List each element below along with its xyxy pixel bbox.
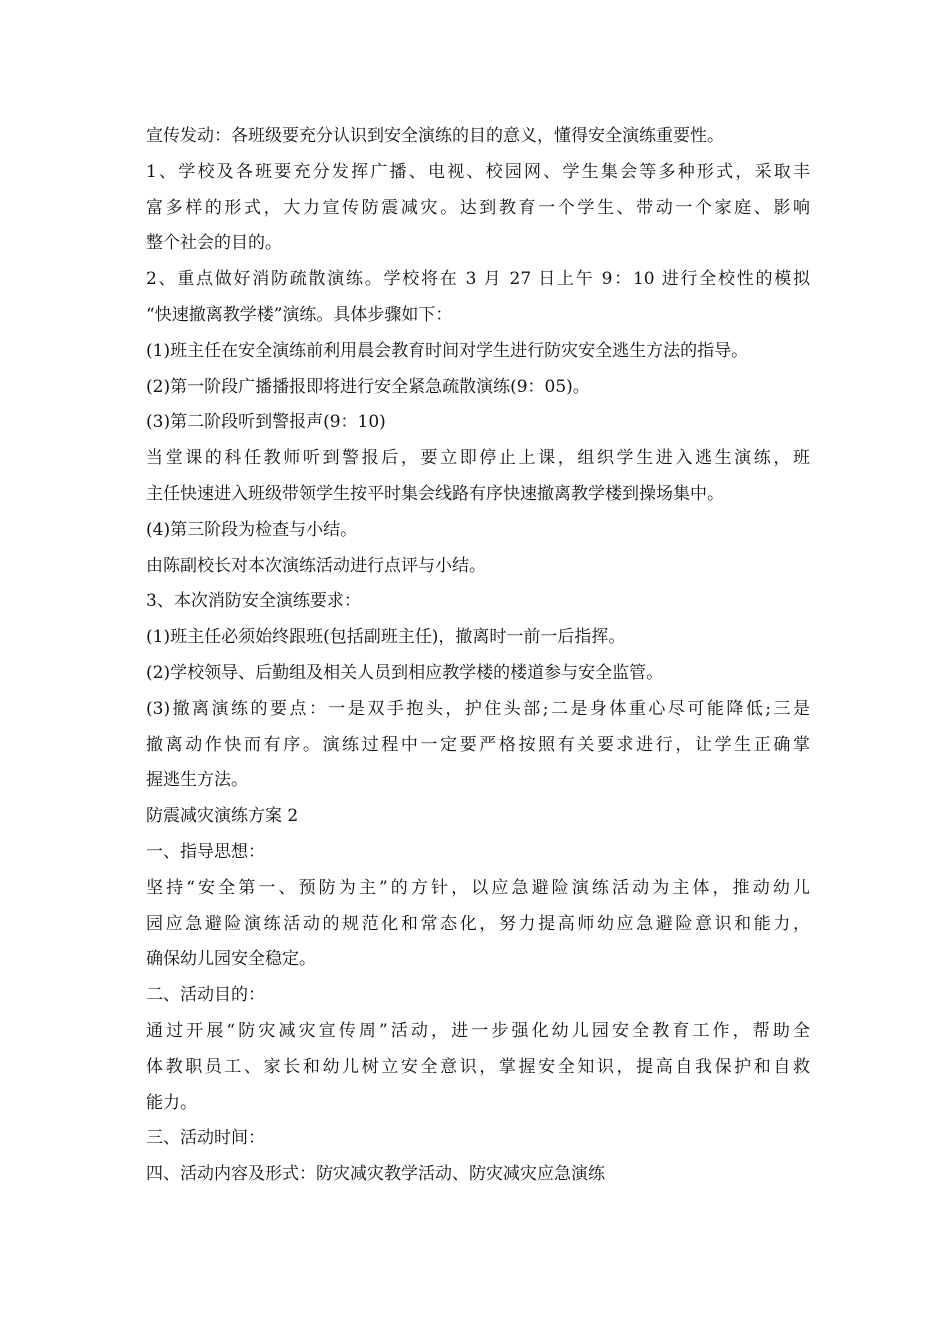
paragraph-line: (3)撤离演练的要点：一是双手抱头，护住头部;二是身体重心尽可能降低;三是 <box>146 698 810 719</box>
paragraph-line: 整个社会的目的。 <box>146 233 282 254</box>
paragraph-line: 宣传发动：各班级要充分认识到安全演练的目的意义，懂得安全演练重要性。 <box>146 126 724 146</box>
paragraph-line: (3)第二阶段听到警报声(9：10) <box>146 412 386 433</box>
paragraph-line: 撤离动作快而有序。演练过程中一定要严格按照有关要求进行，让学生正确掌 <box>146 734 810 755</box>
paragraph-line: 能力。 <box>146 1092 197 1113</box>
paragraph-line: 富多样的形式，大力宣传防震减灾。达到教育一个学生、带动一个家庭、影响 <box>146 197 810 218</box>
paragraph-line: (2)第一阶段广播播报即将进行安全紧急疏散演练(9：05)。 <box>146 376 590 397</box>
section-heading: 三、活动时间： <box>146 1128 265 1149</box>
paragraph-line: (1)班主任在安全演练前利用晨会教育时间对学生进行防灾安全逃生方法的指导。 <box>146 340 749 361</box>
paragraph-line: (1)班主任必须始终跟班(包括副班主任)，撤离时一前一后指挥。 <box>146 627 626 648</box>
paragraph-line: 确保幼儿园安全稳定。 <box>146 949 316 970</box>
section-heading: 四、活动内容及形式：防灾减灾教学活动、防灾减灾应急演练 <box>146 1164 605 1185</box>
document-title: 防震减灾演练方案 2 <box>146 806 299 827</box>
paragraph-line: 园应急避险演练活动的规范化和常态化，努力提高师幼应急避险意识和能力， <box>146 913 810 934</box>
paragraph-line: “快速撤离教学楼”演练。具体步骤如下： <box>146 304 453 325</box>
section-heading: 一、指导思想： <box>146 841 265 862</box>
section-heading: 二、活动目的： <box>146 985 265 1006</box>
paragraph-line: 2、重点做好消防疏散演练。学校将在 3 月 27 日上午 9：10 进行全校性的模拟 <box>146 269 810 290</box>
paragraph-line: (2)学校领导、后勤组及相关人员到相应教学楼的楼道参与安全监管。 <box>146 662 664 683</box>
paragraph-line: 1、学校及各班要充分发挥广播、电视、校园网、学生集会等多种形式，采取丰 <box>146 161 810 182</box>
paragraph-line: 体教职员工、家长和幼儿树立安全意识，掌握安全知识，提高自我保护和自救 <box>146 1056 810 1077</box>
paragraph-line: 通过开展“防灾减灾宣传周”活动，进一步强化幼儿园安全教育工作，帮助全 <box>146 1020 810 1041</box>
section-heading: 3、本次消防安全演练要求： <box>146 591 361 612</box>
paragraph-line: 主任快速进入班级带领学生按平时集会线路有序快速撤离教学楼到操场集中。 <box>146 483 724 504</box>
paragraph-line: 由陈副校长对本次演练活动进行点评与小结。 <box>146 555 486 576</box>
paragraph-line: (4)第三阶段为检查与小结。 <box>146 519 358 540</box>
paragraph-line: 握逃生方法。 <box>146 770 248 791</box>
paragraph-line: 当堂课的科任教师听到警报后，要立即停止上课，组织学生进入逃生演练，班 <box>146 448 810 469</box>
document-body <box>146 119 810 1193</box>
paragraph-line: 坚持“安全第一、预防为主”的方针，以应急避险演练活动为主体，推动幼儿 <box>146 877 810 898</box>
